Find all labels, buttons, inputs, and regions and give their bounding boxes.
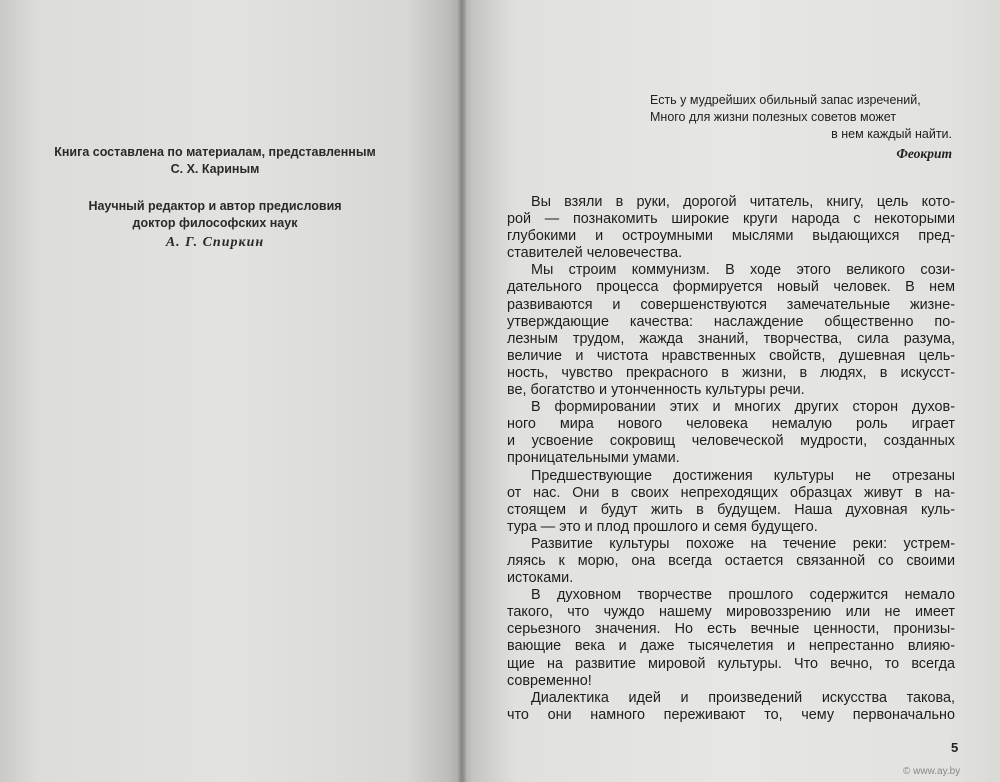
credits-line: доктор философских наук — [132, 216, 298, 230]
text-line: Предшествующие достижения культуры не отрезаны — [531, 467, 955, 484]
text-line: такого, что чуждо нашему мировоззрению или не имеет — [507, 604, 955, 621]
text-line: серьезного значения. Но есть вечные ценности, пронизы- — [507, 621, 955, 638]
text-line: Развитие культуры похоже на течение реки: устрем- — [531, 535, 955, 552]
text-line: В духовном творчестве прошлого содержится немало — [531, 587, 955, 604]
text-line: и усвоение сокровищ человеческой мудрости, созданных — [507, 433, 955, 450]
text-line: Диалектика идей и произведений искусства такова, — [531, 689, 955, 706]
credits-line: С. Х. Кариным — [170, 162, 260, 176]
text-line: утверждающие качества: наслаждение общественно по- — [507, 313, 955, 330]
text-line: Мы строим коммунизм. В ходе этого великого сози- — [531, 262, 955, 279]
text-line: ного мира нового человека немалую роль играет — [507, 416, 955, 433]
epigraph-line: Много для жизни полезных советов может — [650, 110, 897, 125]
text-line: развиваются и совершенствуются замечательные жизне- — [507, 296, 955, 313]
book-gutter — [458, 0, 466, 782]
epigraph-line: в нем каждый найти. — [831, 127, 952, 142]
text-line: ставителей человечества. — [507, 245, 683, 262]
epigraph — [600, 92, 952, 162]
body-text — [507, 194, 955, 724]
text-line: истоками. — [507, 570, 574, 587]
page-number: 5 — [951, 740, 959, 755]
text-line: ве, богатство и утонченность культуры речи. — [507, 382, 805, 399]
text-line: от нас. Они в своих непреходящих образцах живут в на- — [507, 484, 955, 501]
text-line: современно! — [507, 672, 592, 689]
text-line: вающие века и даже тысячелетия и непрестанно влияю- — [507, 638, 955, 655]
left-page — [0, 0, 462, 782]
text-line: дательного процесса формируется новый человек. В нем — [507, 279, 955, 296]
credits-line: Книга составлена по материалам, представленным — [54, 145, 376, 159]
text-line: проницательными умами. — [507, 450, 680, 467]
watermark: © www.ay.by — [903, 766, 961, 777]
epigraph-line: Есть у мудрейших обильный запас изречений, — [650, 93, 921, 107]
text-line: тура — это и плод прошлого и семя будущего. — [507, 518, 818, 535]
text-line: глубокими и остроумными мыслями выдающихся пред- — [507, 228, 955, 245]
text-line: ляясь к морю, она всегда остается связанной со своими — [507, 552, 955, 569]
text-line: щие на развитие мировой культуры. Что вечно, то всегда — [507, 655, 955, 672]
text-line: величие и чистота нравственных свойств, душевная цель- — [507, 347, 955, 364]
text-line: стоящем и будут жить в будущем. Наша духовная куль- — [507, 501, 955, 518]
text-line: ность, чувство прекрасного в жизни, в людях, в искусст- — [507, 364, 955, 381]
text-line: что они намного переживают то, чему первоначально — [507, 706, 955, 723]
text-line: рой — познакомить широкие круги народа с некоторыми — [507, 211, 955, 228]
text-line: В формировании этих и многих других сторон духов- — [531, 399, 955, 416]
editor-name: А. Г. Спиркин — [165, 235, 265, 250]
text-line: лезным трудом, жажда знаний, творчества, сила разума, — [507, 330, 955, 347]
epigraph-author: Феокрит — [896, 145, 952, 161]
credits-block — [0, 144, 430, 251]
text-line: Вы взяли в руки, дорогой читатель, книгу, цель кото- — [531, 194, 955, 210]
credits-line: Научный редактор и автор предисловия — [88, 199, 342, 213]
